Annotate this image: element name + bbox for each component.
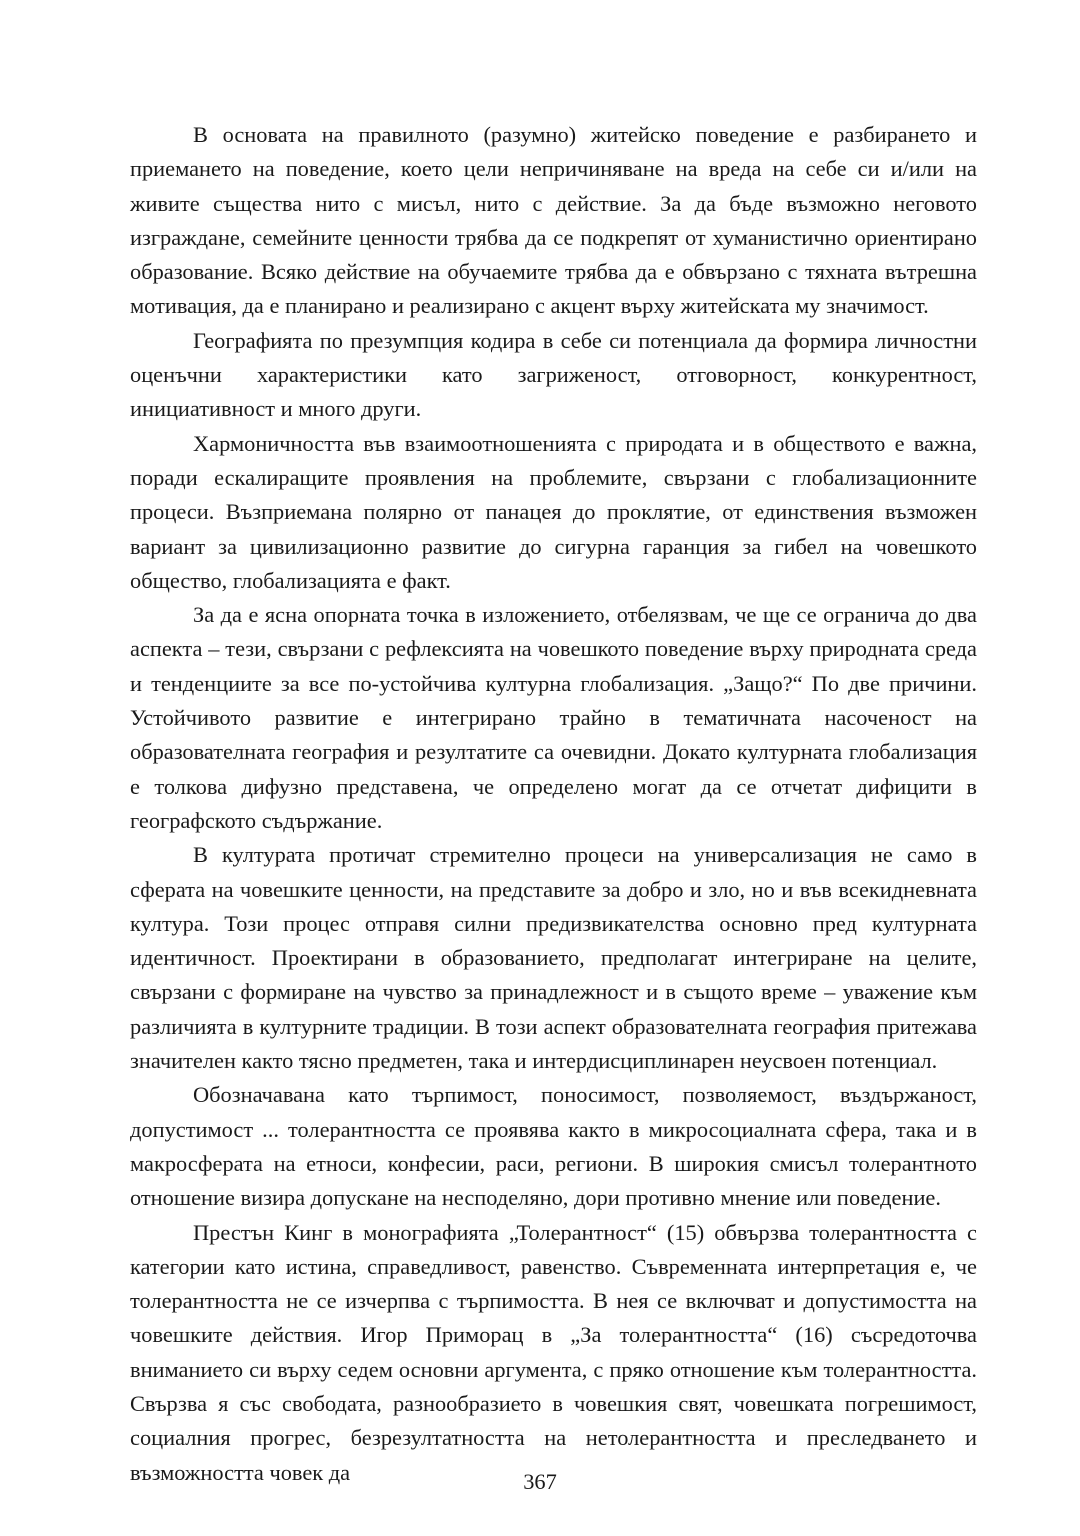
paragraph: В основата на правилното (разумно) житейско поведение е разбирането и приемането на поведение, което цели непричиняване на вреда на себе си и/или на живите същества нито с мисъл, нито с действие. За да бъде възможно неговото изграждане, семейните ценности трябва да се подкрепят от хуманистично ориентирано образование. Всяко действие на обучаемите трябва да е обвързано с тяхната вътрешна мотивация, да е планирано и реализирано с акцент върху житейската му значимост. (130, 122, 977, 319)
paragraph: В културата протичат стремително процеси на универсализация не само в сферата на човешките ценности, на представите за добро и зло, но и във всекидневната култура. Този процес отправя силни предизвикателства основно пред културната идентичност. Проектирани в образованието, предполагат интегриране на целите, свързани с формиране на чувство за принадлежност и в същото време – уважение към различията в културните традиции. В този аспект образователната география притежава значителен както тясно предметен, така и интердисциплинарен неусвоен потенциал. (130, 842, 977, 1074)
paragraph: Обозначавана като търпимост, поносимост, позволяемост, въздържаност, допустимост ... толерантността се проявява както в микросоциалната сфера, така и в макросферата на етноси, конфесии, раси, региони. В широкия смисъл толерантното отношение визира допускане на несподеляно, дори противно мнение или поведение. (130, 1082, 977, 1211)
paragraph: Хармоничността във взаимоотношенията с природата и в обществото е важна, поради ескалиращите проявления на проблемите, свързани с глобализационните процеси. Възприемана полярно от панацея до проклятие, от единствения възможен вариант за цивилизационно развитие до сигурна гаранция за гибел на човешкото общество, глобализацията е факт. (130, 430, 977, 593)
paragraph: За да е ясна опорната точка в изложението, отбелязвам, че ще се огранича до два аспекта – тези, свързани с рефлексията на човешкото поведение върху природната среда и тенденциите за все по-устойчива културна глобализация. „Защо?“ По две причини. Устойчивото развитие е интегрирано трайно в тематичната насоченост на образователната география и резултатите са очевидни. Докато културната глобализация е толкова дифузно представена, че определено могат да се отчетат дифицити в географското съдържание. (130, 602, 977, 833)
document-body (130, 118, 977, 1490)
page-number: 367 (523, 1469, 557, 1494)
paragraph: Престън Кинг в монографията „Толерантност“ (15) обвързва толерантността с категории като истина, справедливост, равенство. Съвременната интерпретация е, че толерантността не се изчерпва с търпимостта. В нея се включват и допустимостта на човешките действия. Игор Приморац в „За толерантността“ (16) съсредоточва вниманието си върху седем основни аргумента, с пряко отношение към толерантността. Свързва я със свободата, разнообразието в човешкия свят, човешката погрешимост, социалния прогрес, безрезултатността на нетолерантността и преследването и възможността човек да (130, 1219, 977, 1485)
paragraph: Географията по презумпция кодира в себе си потенциала да формира личностни оценъчни характеристики като загриженост, отговорност, конкурентност, инициативност и много други. (130, 327, 977, 422)
